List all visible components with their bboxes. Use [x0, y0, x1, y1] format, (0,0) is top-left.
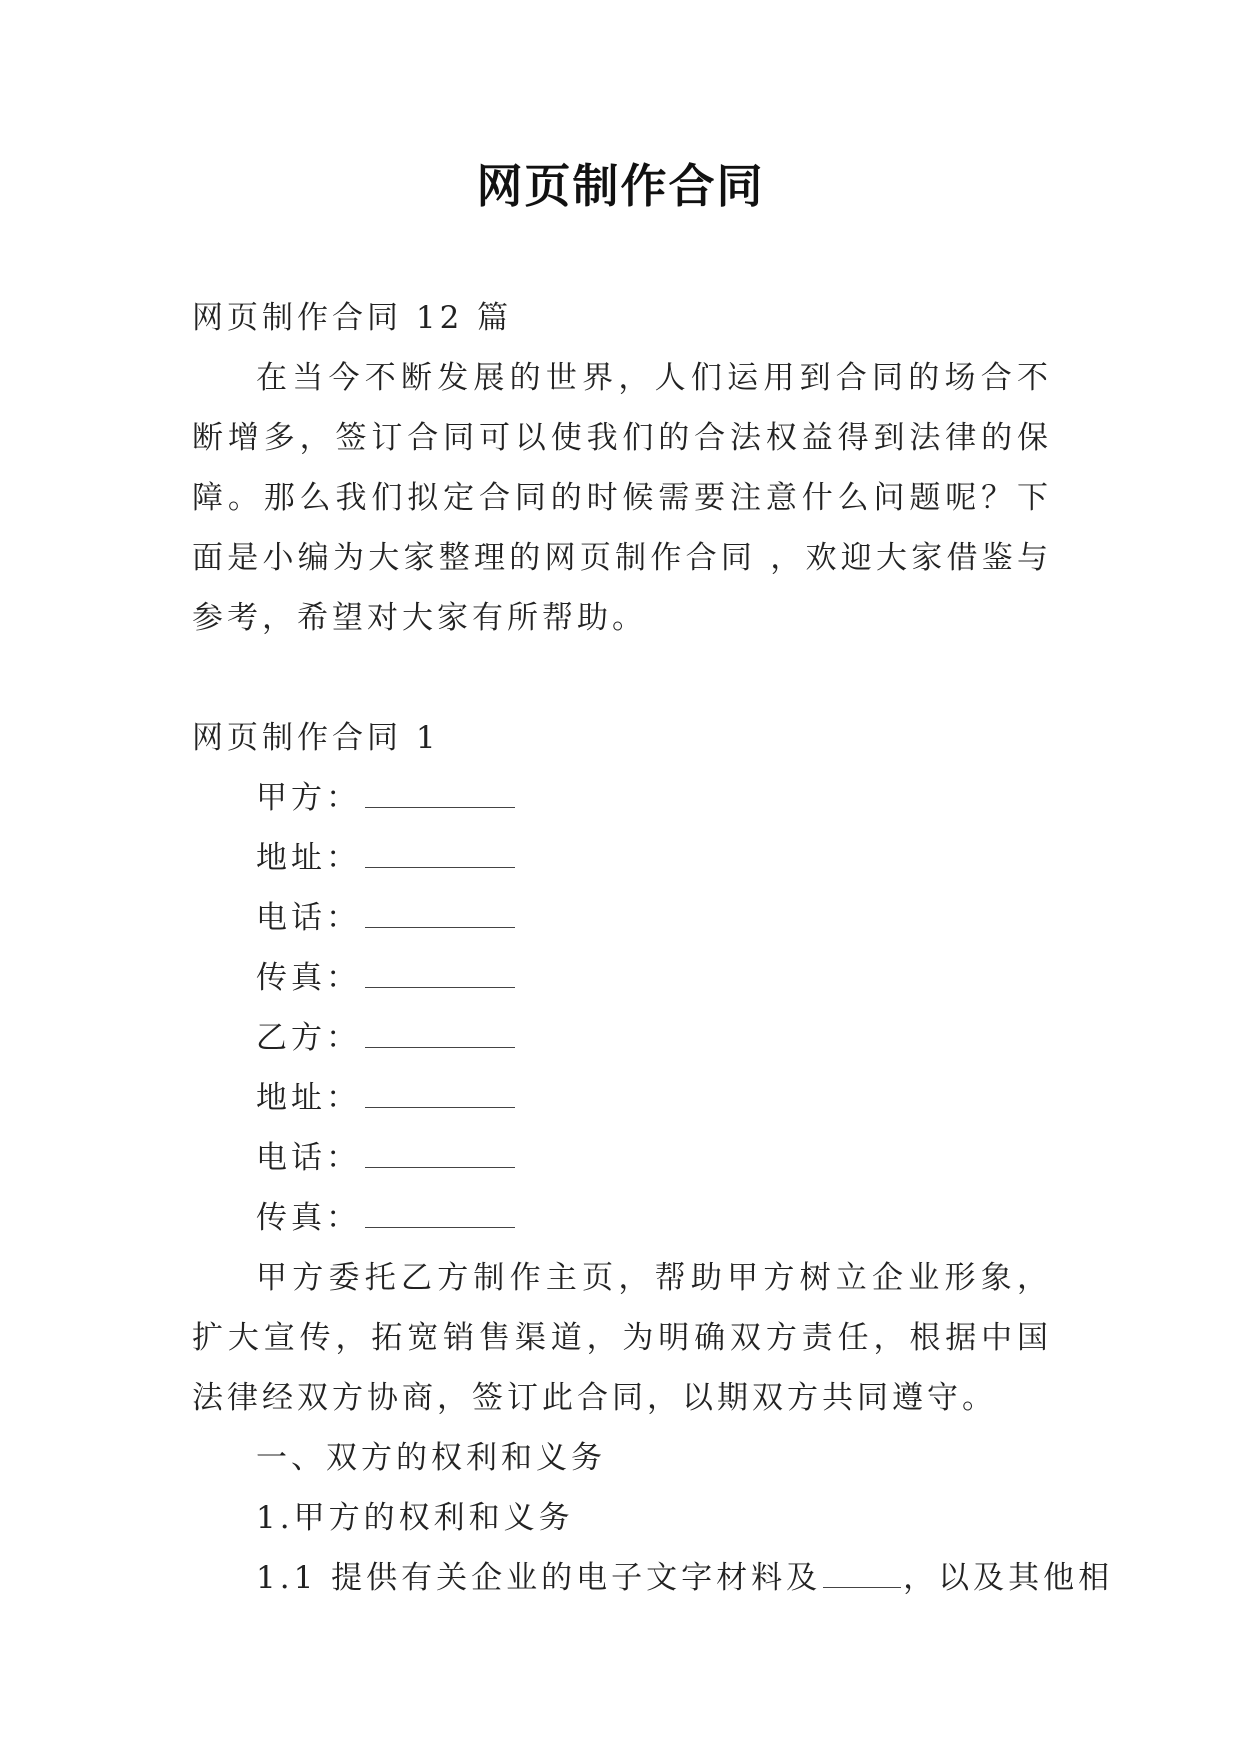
field-label: 传真：: [256, 960, 361, 996]
party-b-fax-field: [192, 1188, 1052, 1248]
fill-in-blank: [365, 1017, 515, 1048]
field-label: 地址：: [256, 1080, 361, 1116]
fill-in-blank: [365, 777, 515, 808]
clause-1-1-end: ，以及其他相: [903, 1560, 1114, 1596]
fill-in-blank: [365, 1077, 515, 1108]
section-heading: 网页制作合同 1: [192, 720, 440, 756]
clause-1-1-start: 1.1 提供有关企业的电子文字材料及: [256, 1560, 822, 1596]
fill-in-blank: [365, 957, 515, 988]
contract-purpose-paragraph: 甲方委托乙方制作主页，帮助甲方树立企业形象，扩大宣传，拓宽销售渠道，为明确双方责任，根据中国法律经双方协商，签订此合同，以期双方共同遵守。: [192, 1260, 1052, 1416]
document-title: 网页制作合同: [476, 159, 765, 213]
sub-heading: 1.甲方的权利和义务: [256, 1500, 574, 1536]
document-body: [192, 288, 1114, 1608]
fill-in-blank: [365, 897, 515, 928]
field-label: 甲方：: [256, 780, 361, 816]
party-a-fax-field: [192, 948, 1052, 1008]
party-b-phone-field: [192, 1128, 1052, 1188]
party-a-address-field: [192, 828, 1052, 888]
party-b-name-field: [192, 1008, 1052, 1068]
fill-in-blank: [365, 1137, 515, 1168]
party-b-address-field: [192, 1068, 1052, 1128]
field-label: 传真：: [256, 1200, 361, 1236]
field-label: 电话：: [256, 1140, 361, 1176]
party-a-phone-field: [192, 888, 1052, 948]
clause-1-1: [192, 1548, 1114, 1608]
party-a-name-field: [192, 768, 1052, 828]
document-subtitle: 网页制作合同 12 篇: [192, 300, 513, 336]
field-label: 乙方：: [256, 1020, 361, 1056]
field-label: 地址：: [256, 840, 361, 876]
fill-in-blank: [365, 1197, 515, 1228]
clause-heading: 一、双方的权利和义务: [256, 1440, 606, 1476]
paragraph-gap: [192, 648, 1052, 708]
field-label: 电话：: [256, 900, 361, 936]
intro-paragraph: 在当今不断发展的世界，人们运用到合同的场合不断增多，签订合同可以使我们的合法权益得到法律的保障。那么我们拟定合同的时候需要注意什么问题呢？下面是小编为大家整理的网页制作合同 ，欢迎大家借鉴与参考，希望对大家有所帮助。: [192, 360, 1052, 636]
fill-in-blank: [365, 837, 515, 868]
fill-in-blank: [823, 1557, 901, 1588]
